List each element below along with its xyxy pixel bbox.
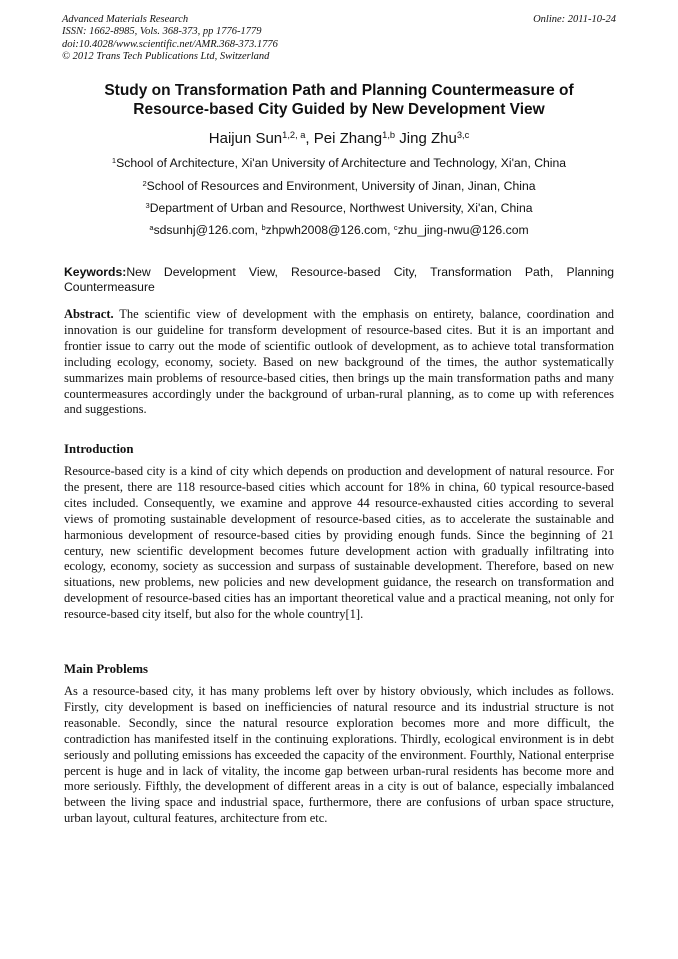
affiliation-text: School of Resources and Environment, University of Jinan, Jinan, China	[146, 179, 536, 193]
affiliation-mark: 2	[142, 178, 147, 188]
affiliation-text: Department of Urban and Resource, Northwest University, Xi'an, China	[149, 201, 533, 215]
author-name: Pei Zhang	[313, 130, 383, 147]
email-line	[62, 223, 616, 237]
email-address[interactable]: zhpwh2008@126.com,	[265, 223, 394, 237]
affiliation-2	[62, 179, 616, 193]
author-affiliation-mark: 1,b	[382, 129, 396, 140]
email-mark: c	[393, 222, 398, 232]
paper-title: Study on Transformation Path and Planning Countermeasure of Resource-based City Guided by New Development View	[104, 82, 574, 118]
affiliation-3	[62, 201, 616, 215]
email-mark: a	[149, 222, 154, 232]
copyright-line: © 2012 Trans Tech Publications Ltd, Switzerland	[62, 50, 270, 62]
main-problems-heading: Main Problems	[64, 662, 149, 676]
doi-line: doi:10.4028/www.scientific.net/AMR.368-373.1776	[62, 38, 278, 50]
affiliation-mark: 3	[145, 200, 150, 210]
abstract-label: Abstract.	[64, 307, 114, 321]
keywords-label: Keywords:	[64, 265, 127, 279]
affiliation-mark: 1	[111, 155, 117, 165]
email-mark: b	[261, 222, 266, 232]
author-affiliation-mark: 1,2, a	[282, 129, 306, 140]
journal-name: Advanced Materials Research	[62, 14, 189, 25]
keywords-paragraph	[64, 265, 614, 295]
keywords-text: New Development View, Resource-based City, Transformation Path, Planning Countermeasure	[64, 265, 614, 294]
affiliation-1	[62, 156, 616, 170]
introduction-paragraph: Resource-based city is a kind of city which depends on production and development of natural resource. For the present, there are 118 resource-based cities which account for 18% in china, 60 typical resource-based cites included. Consequently, we examine and approve 44 resource-exhausted cities according to several views of promoting sustainable development of resource-based cities, as to accelerate the sustainable and harmonious development of resource-based cities by providing enough funds. Since the beginning of 21 century, new scientific development becomes future development action with gradually infiltrating into ecology, economy, society as succession and surpass of sustainable development. Therefore, based on new situations, new problems, new policies and new development guidance, the research on transformation and development of resource-based cities has an important theoretical value and a practical meaning, not only for resource-based city itself, but also for the whole country[1].	[64, 464, 614, 622]
author-affiliation-mark: 3,c	[456, 129, 470, 140]
issn-line: ISSN: 1662-8985, Vols. 368-373, pp 1776-1779	[62, 26, 262, 38]
online-date: Online: 2011-10-24	[533, 14, 616, 25]
email-address[interactable]: zhu_jing-nwu@126.com	[397, 223, 529, 237]
author-name: Haijun Sun	[208, 130, 283, 147]
author-list	[62, 130, 616, 147]
main-problems-paragraph: As a resource-based city, it has many problems left over by history obviously, which includes as follows. Firstly, city development is based on inefficiencies of natural resource and its industrial structure is not reasonable. Secondly, since the natural resource exploration becomes more and more difficult, the contradiction has manifested itself in the continuing explorations. Thirdly, ecological environment is in debt seriously and polluting emissions has exceeded the capacity of the environment. Fourthly, National enterprise percent is huge and in lack of vitality, the income gap between urban-rural residents has become more and more seriously. Fifthly, the development of different areas in a city is out of balance, especially imbalanced between the living space and industrial space, furthermore, there are confusions of urban space structure, urban layout, cultural features, architecture from etc.	[64, 684, 614, 826]
abstract-text: The scientific view of development with the emphasis on entirety, balance, coordination and innovation is our guideline for transform development of resource-based cites. But it is an important and frontier issue to carry out the mode of scientific outlook of development, as to achieve total transformation including ecology, economy, society. Based on new background of the times, the author systematically summarizes main problems of resource-based cities, then brings up the main transformation paths and many countermeasures accordingly under the background of urban-rural planning, as to come up with references and suggestions.	[64, 307, 614, 417]
journal-header	[62, 14, 442, 63]
affiliation-text: School of Architecture, Xi'an University of Architecture and Technology, Xi'an, China	[116, 156, 567, 170]
introduction-heading: Introduction	[64, 442, 134, 456]
email-address[interactable]: sdsunhj@126.com,	[153, 223, 262, 237]
abstract-paragraph	[64, 307, 614, 418]
author-name: Jing Zhu	[399, 130, 457, 147]
author-separator: ,	[305, 130, 314, 147]
